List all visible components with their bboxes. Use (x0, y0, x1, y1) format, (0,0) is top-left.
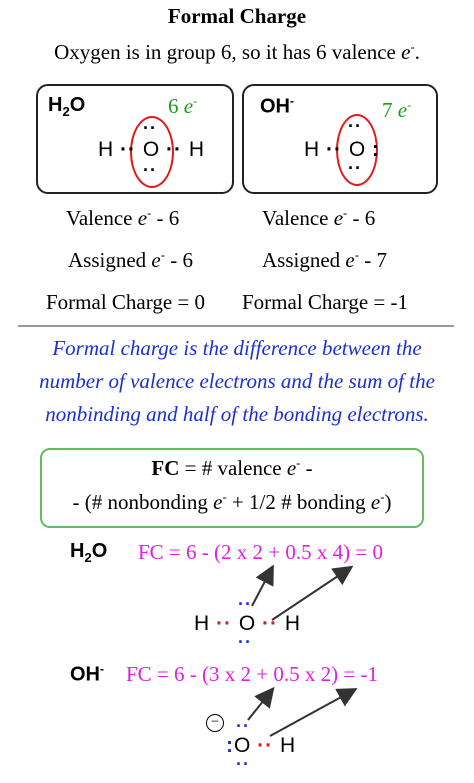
bond-dots: ·· (319, 138, 349, 161)
fc-formula-line1: FC = # valence e- - (151, 456, 313, 480)
example2-equation: FC = 6 - (3 x 2 + 0.5 x 2) = -1 (126, 662, 378, 686)
h2o-formal-charge: Formal Charge = 0 (46, 290, 206, 314)
lone-pair-top: ·· (143, 118, 157, 138)
h2o-valence-line: Valence e- - 6 (66, 206, 180, 230)
h-right: H (284, 612, 300, 635)
h-left: H (304, 138, 320, 161)
lone-pair-top: ·· (236, 716, 250, 736)
oh-valence-line: Valence e- - 6 (262, 206, 376, 230)
lone-pair-bottom: ·· (348, 158, 362, 178)
definition-line: nonbinding and half of the bonding electrons. (45, 402, 429, 426)
example1-equation: FC = 6 - (2 x 2 + 0.5 x 4) = 0 (138, 540, 383, 564)
oh-assigned-line: Assigned e- - 7 (262, 248, 387, 272)
h: H (280, 734, 296, 757)
h-left: H (194, 612, 210, 635)
oh-formal-charge: Formal Charge = -1 (242, 290, 409, 314)
oh-formula: OH- (260, 94, 294, 118)
example1-label: $H_2O$ (70, 540, 108, 565)
arrow-lone-pairs (248, 690, 272, 720)
lone-pair-top: ·· (348, 116, 362, 136)
negative-charge-icon: − (206, 714, 224, 732)
arrow-lone-pairs (252, 568, 272, 606)
example1-lewis: H ·· O ·· H (194, 612, 300, 635)
oxygen: O (348, 138, 366, 161)
example2-lewis: :O ·· H (226, 734, 296, 757)
bond-dots: ·· (159, 138, 189, 161)
oh-electron-count: 7 e- (382, 98, 412, 122)
h2o-formula: $H_2O$ (48, 94, 86, 119)
h-right: H (188, 138, 204, 161)
bond-dots: ·· (113, 138, 143, 161)
lone-pair-top: ·· (238, 594, 252, 614)
arrow-bonding (270, 690, 354, 736)
definition-line: Formal charge is the difference between the (52, 336, 422, 360)
definition-line: number of valence electrons and the sum of the (39, 369, 435, 393)
lone-pair-bottom: ·· (236, 754, 250, 774)
page-title: Formal Charge (167, 4, 307, 28)
example2-label: OH- (70, 662, 104, 686)
lone-pair-bottom: ·· (238, 632, 252, 652)
oxygen: O (142, 138, 160, 161)
h2o-electron-count: 6 e- (168, 94, 198, 118)
oxygen: O (238, 612, 256, 635)
h-left: H (98, 138, 114, 161)
h2o-assigned-line: Assigned e- - 6 (68, 248, 193, 272)
fc-formula-line2: - (# nonbonding e- + 1/2 # bonding e-) (72, 490, 392, 514)
lone-pair-right: : (365, 138, 380, 161)
intro-suffix: . (414, 40, 420, 64)
intro-prefix: Oxygen is in group 6, so it has 6 valence (54, 40, 402, 64)
lone-pair-bottom: ·· (143, 160, 157, 180)
oxygen: O (234, 734, 251, 757)
intro-e: e (401, 40, 411, 64)
intro-e-sup: - (410, 40, 415, 54)
